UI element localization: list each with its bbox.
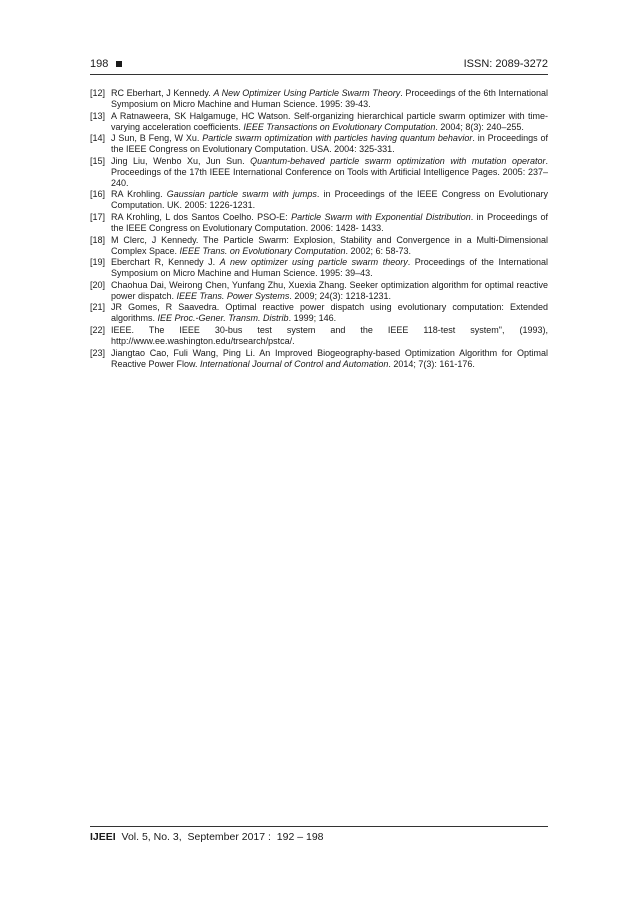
reference-authors: RA Krohling. (111, 189, 167, 200)
reference-item (90, 88, 548, 110)
reference-number: [15] (90, 155, 106, 166)
reference-item (90, 133, 548, 155)
reference-authors: Jiangtao Cao, Fuli Wang, Ping Li. An Improved Biogeography-based Optimization Algorithm for Optimal Reactive Power Flow. (111, 347, 548, 369)
reference-number: [22] (90, 324, 106, 335)
reference-source: . 2009; 24(3): 1218-1231. (289, 290, 391, 301)
reference-item (90, 212, 548, 234)
reference-item (90, 235, 548, 257)
reference-source: . 2002; 6: 58-73. (345, 245, 412, 256)
reference-title: A New Optimizer Using Particle Swarm Theory (213, 88, 401, 98)
header-rule (90, 74, 548, 75)
issn-label: ISSN: 2089-3272 (463, 58, 548, 70)
reference-source: . in Proceedings of the IEEE Congress on Evolutionary Computation. USA. 2004: 325-331. (111, 133, 549, 155)
reference-item (90, 111, 548, 133)
reference-item (90, 189, 548, 211)
reference-authors: J Sun, B Feng, W Xu. (111, 133, 203, 144)
reference-item (90, 257, 548, 279)
reference-source: . Proceedings of the 6th International Symposium on Micro Machine and Human Science. 1995: 39-43. (111, 88, 548, 109)
reference-authors: M Clerc, J Kennedy. The Particle Swarm: Explosion, Stability and Convergence in a Multi-Dimensional Complex Space. (111, 234, 548, 256)
reference-source: . Proceedings of the 17th IEEE International Conference on Tools with Artificial Intelligence Pages. 2005: 237–240. (111, 155, 548, 188)
reference-source: . Proceedings of the International Symposium on Micro Machine and Human Science. 1995: 39–43. (111, 257, 548, 279)
reference-number: [18] (90, 234, 106, 245)
reference-number: [12] (90, 88, 106, 98)
reference-number: [14] (90, 133, 106, 144)
reference-authors: JR Gomes, R Saavedra. Optimal reactive power dispatch using evolutionary computation: Extended algorithms. (111, 302, 548, 324)
reference-number: [23] (90, 347, 106, 358)
page-footer (90, 831, 324, 843)
reference-list (90, 88, 548, 370)
reference-source: . 2014; 7(3): 161-176. (388, 358, 475, 369)
reference-title: Particle swarm optimization with particles having quantum behavior (202, 133, 473, 144)
reference-item (90, 325, 548, 347)
reference-title: A new optimizer using particle swarm theory (219, 257, 408, 268)
journal-name: IJEEI (90, 831, 116, 843)
reference-source: . in Proceedings of the IEEE Congress on Evolutionary Computation. 2006: 1428- 1433. (111, 211, 549, 233)
reference-title: Quantum-behaved particle swarm optimization with mutation operator (250, 155, 546, 166)
reference-authors: RC Eberhart, J Kennedy. (111, 88, 214, 98)
reference-item (90, 302, 548, 324)
page-number: 198 (90, 58, 109, 70)
reference-title: IEE Proc.-Gener. Transm. Distrib (157, 313, 289, 324)
reference-title: International Journal of Control and Automation (200, 358, 389, 369)
reference-authors: A Ratnaweera, SK Halgamuge, HC Watson. Self-organizing hierarchical particle swarm optimizer with time-varying acceleration coefficients. (111, 110, 548, 132)
reference-title: IEEE Trans. Power Systems (176, 290, 290, 301)
reference-source: . 2004; 8(3): 240–255. (435, 121, 524, 132)
reference-number: [19] (90, 257, 106, 268)
reference-authors: Jing Liu, Wenbo Xu, Jun Sun. (111, 155, 251, 166)
reference-title: IEEE Trans. on Evolutionary Computation (179, 245, 346, 256)
footer-rule (90, 826, 548, 827)
reference-number: [21] (90, 302, 106, 313)
reference-title: Particle Swarm with Exponential Distribution (291, 211, 471, 222)
reference-number: [20] (90, 279, 106, 290)
reference-authors: IEEE. The IEEE 30-bus test system and the IEEE 118-test system", (1993), http://www.ee.washington.edu/trsearch/pstca/. (111, 324, 548, 346)
reference-item (90, 348, 548, 370)
reference-authors: RA Krohling, L dos Santos Coelho. PSO-E: (111, 211, 292, 222)
reference-authors: Chaohua Dai, Weirong Chen, Yunfang Zhu, Xuexia Zhang. Seeker optimization algorithm for optimal reactive power dispatch. (111, 279, 548, 301)
reference-source: . 1999; 146. (288, 313, 337, 324)
reference-title: IEEE Transactions on Evolutionary Computation (243, 121, 436, 132)
reference-number: [13] (90, 110, 106, 121)
reference-number: [16] (90, 189, 106, 200)
reference-item (90, 156, 548, 189)
reference-number: [17] (90, 211, 106, 222)
issue-details: Vol. 5, No. 3, September 2017 : 192 – 198 (115, 831, 324, 843)
square-bullet-icon (116, 61, 122, 67)
reference-source: . in Proceedings of the IEEE Congress on Evolutionary Computation. UK. 2005: 1226-1231. (111, 189, 548, 211)
reference-authors: Eberchart R, Kennedy J. (111, 257, 220, 268)
reference-title: Gaussian particle swarm with jumps (166, 189, 317, 200)
reference-item (90, 280, 548, 302)
